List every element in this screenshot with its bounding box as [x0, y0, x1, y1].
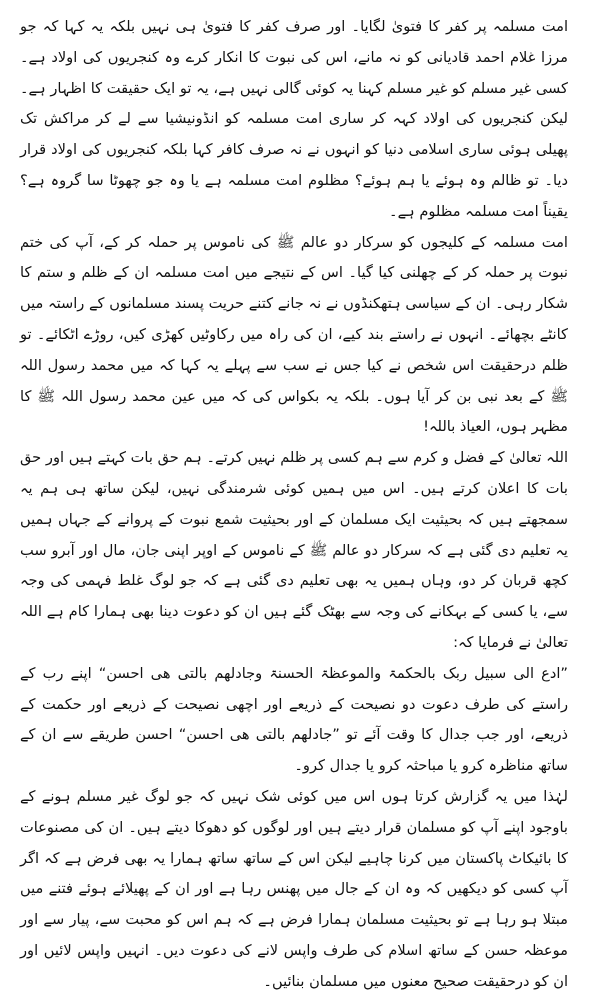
paragraph-5: لہٰذا میں یہ گزارش کرتا ہوں اس میں کوئی شک نہیں کہ جو لوگ غیر مسلم ہونے کے باوجود اپنے آپ کو مسلمان قرار دیتے ہیں اور لوگوں کو دھوکا دیتے ہیں۔ ان کی مصنوعات کا بائیکاٹ پاکستان میں کرنا چاہیے لیکن اس کے ساتھ ساتھ ہمارا یہ بھی فرض ہے کہ اگر آپ کسی کو دیکھیں کہ وہ ان کے جال میں پھنس رہا ہے اور ان کے پھیلائے ہوئے فتنے میں مبتلا ہو رہا ہے تو بحیثیت مسلمان ہمارا فرض ہے کہ ہم اس کو محبت سے، پیار سے اور موعظہ حسن کے ساتھ اسلام کی طرف واپس لانے کی دعوت دیں۔ انہیں واپس لائیں اور ان کو درحقیقت صحیح معنوں میں مسلمان بنائیں۔	[20, 787, 568, 990]
paragraph-2: امت مسلمہ کے کلیجوں کو سرکار دو عالم ﷺ کی ناموس پر حملہ کر کے، آپ کی ختم نبوت پر حملہ کر کے چھلنی کیا گیا۔ اس کے نتیجے میں امت مسلمہ ان کے ظلم و ستم کا شکار رہی۔ ان کے سیاسی ہتھکنڈوں نے نہ جانے کتنے حریت پسند مسلمانوں کے راستہ میں کانٹے بچھائے۔ انہوں نے راستے بند کیے، ان کی راہ میں رکاوٹیں کھڑی کیں، روڑے اٹکائے۔ تو ظلم درحقیقت اس شخص نے کیا جس نے سب سے پہلے یہ کہا کہ میں محمد رسول اللہ ﷺ کے بعد نبی بن کر آیا ہوں۔ بلکہ یہ بکواس کی کہ میں عین محمد رسول اللہ ﷺ کا مظہر ہوں، العیاذ باللہ!	[20, 233, 568, 436]
paragraph-4-quran-quote: ”ادع الی سبیل ربک بالحکمۃ والموعظۃ الحسنۃ وجادلھم بالتی ھی احسن“ اپنے رب کے راستے کی طرف دعوت دو نصیحت کے ذریعے اور اچھی نصیحت کے ذریعے اور حکمت کے ذریعے، اور جب جدال کا وقت آئے تو ”جادلھم بالتی ھی احسن“ احسن طریقے سے ان کے ساتھ مناظرہ کرو یا مباحثہ کرو یا جدال کرو۔	[20, 664, 568, 775]
paragraph-1: امت مسلمہ پر کفر کا فتویٰ لگایا۔ اور صرف کفر کا فتویٰ ہی نہیں بلکہ یہ کہا کہ جو مرزا غلام احمد قادیانی کو نہ مانے، اس کی نبوت کا انکار کرے وہ کنجریوں کی اولاد ہے۔ کسی غیر مسلم کو غیر مسلم کہنا یہ کوئی گالی نہیں ہے، یہ تو ایک حقیقت کا اظہار ہے۔ لیکن کنجریوں کی اولاد کہہ کر ساری امت مسلمہ کو انڈونیشیا سے لے کر مراکش تک پھیلی ہوئی ساری اسلامی دنیا کو انہوں نے نہ صرف کافر کہا بلکہ کنجریوں کی اولاد قرار دیا۔ تو ظالم وہ ہوئے یا ہم ہوئے؟ مظلوم امت مسلمہ ہے یا وہ جو چھوٹا سا گروہ ہے؟ یقیناً امت مسلمہ مظلوم ہے۔	[20, 18, 568, 220]
paragraph-3: اللہ تعالیٰ کے فضل و کرم سے ہم کسی پر ظلم نہیں کرتے۔ ہم حق بات کہتے ہیں اور حق بات کا اعلان کرتے ہیں۔ اس میں ہمیں کوئی شرمندگی نہیں، لیکن ساتھ ہی ہم یہ سمجھتے ہیں کہ بحیثیت ایک مسلمان کے اور بحیثیت شمع نبوت کے پروانے کے جہاں ہمیں یہ تعلیم دی گئی ہے کہ سرکار دو عالم ﷺ کے ناموس کے اوپر اپنی جان، مال اور آبرو سب کچھ قربان کر دو، وہاں ہمیں یہ بھی تعلیم دی گئی ہے کہ جو لوگ غلط فہمی کی وجہ سے، یا کسی کے بہکانے کی وجہ سے بھٹک گئے ہیں ان کو دعوت دینا بھی ہمارا کام ہے اللہ تعالیٰ نے فرمایا کہ:	[20, 449, 568, 651]
